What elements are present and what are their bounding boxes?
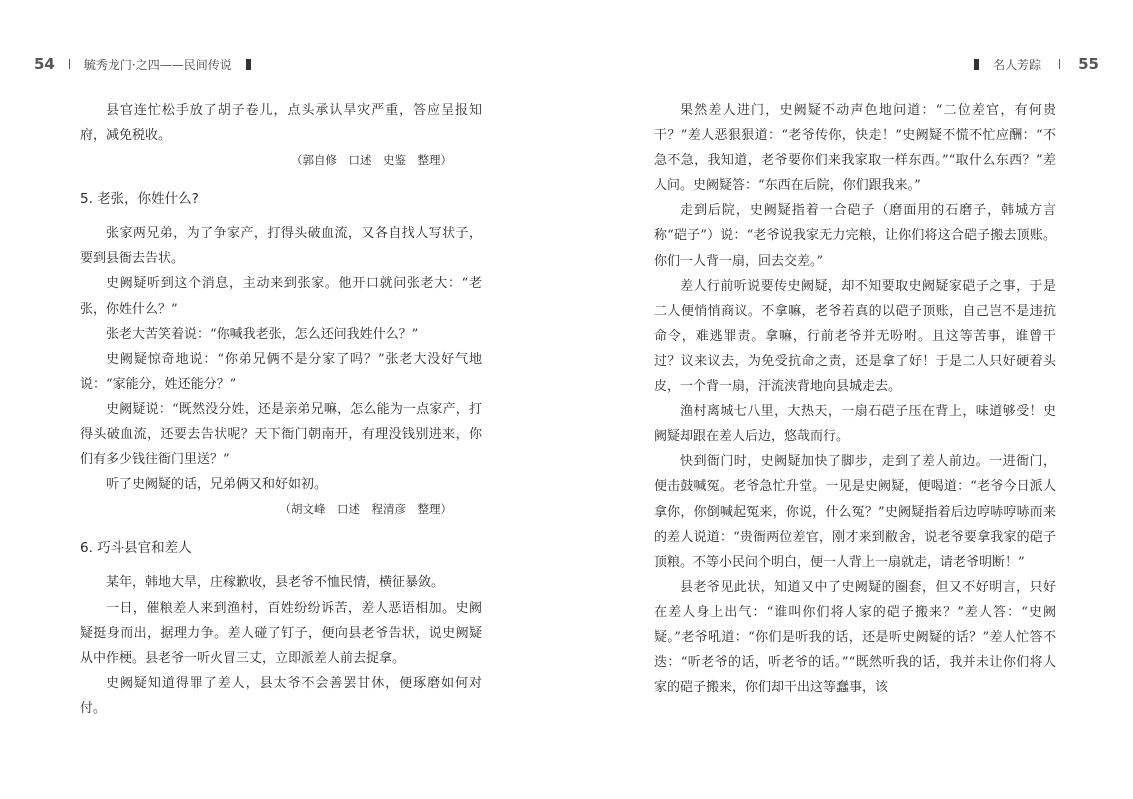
paragraph: 县官连忙松手放了胡子卷儿，点头承认旱灾严重，答应呈报知府，减免税收。: [80, 103, 482, 144]
paragraph: 史阙疑说：“既然没分姓，还是亲弟兄嘛，怎么能为一点家产，打得头破血流，还要去告状呢？天下衙门朝南开，有理没钱别进来，你们有多少钱往衙门里送？”: [80, 401, 482, 468]
left-running-head: 毓秀龙门·之四——民间传说: [83, 57, 232, 72]
right-page: [573, 0, 1133, 799]
right-body: [654, 98, 1056, 700]
paragraph: 某年，韩地大旱，庄稼歉收，县老爷不恤民情，横征暴敛。: [106, 575, 445, 591]
paragraph: 渔村离城七八里，大热天，一扇石硙子压在背上，味道够受！史阙疑却跟在差人后边，悠哉而行。: [654, 404, 1056, 445]
right-page-number: 55: [1078, 55, 1099, 73]
left-page: [0, 0, 560, 799]
left-body: [80, 98, 482, 721]
paragraph: 史阙疑知道得罪了差人，县太爷不会善罢甘休，便琢磨如何对付。: [80, 675, 482, 716]
paragraph: 差人行前听说要传史阙疑，却不知要取史阙疑家硙子之事，于是二人便悄悄商议。不拿嘛，老爷若真的以硙子顶账，自己岂不是违抗命令，难逃罪责。拿嘛，行前老爷并无吩咐。且这等苦事，谁曾干过？议来议去，为免受抗命之责，还是拿了好！于是二人只好硬着头皮，一个背一扇，汗流浃背地向县城走去。: [654, 278, 1056, 395]
header-block-mark: [974, 59, 979, 70]
paragraph: 听了史阙疑的话，兄弟俩又和好如初。: [106, 477, 328, 493]
credit-line: （胡文峰 口述 程清彦 整理）: [279, 502, 452, 517]
paragraph: 一日，催粮差人来到渔村，百姓纷纷诉苦，差人恶语相加。史阙疑挺身而出，据理力争。差人碰了钉子，便向县老爷告状，说史阙疑从中作梗。县老爷一听火冒三丈，立即派差人前去捉拿。: [80, 600, 482, 666]
paragraph: 县老爷见此状，知道又中了史阙疑的圈套，但又不好明言，只好在差人身上出气：“谁叫你们将人家的硙子搬来？”差人答：“史阙疑。”老爷吼道：“你们是听我的话，还是听史阙疑的话？”差人忙答不迭：“听老爷的话，听老爷的话。”“既然听我的话，我并未让你们将人家的硙子搬来，你们却干出这等蠢事，该: [654, 579, 1056, 696]
paragraph: 史阙疑听到这个消息，主动来到张家。他开口就问张老大：“老张，你姓什么？”: [80, 276, 482, 317]
left-header: [34, 52, 251, 76]
paragraph: 走到后院，史阙疑指着一合硙子（磨面用的石磨子，韩城方言称“硙子”）说：“老爷说我家无力完粮，让你们将这合硙子搬去顶账。你们一人背一扇，回去交差。”: [654, 203, 1056, 269]
paragraph: 史阙疑惊奇地说：“你弟兄俩不是分家了吗？”张老大没好气地说：“家能分，姓还能分？”: [80, 351, 482, 392]
left-page-number: 54: [34, 55, 55, 73]
section-title: 5. 老张，你姓什么?: [80, 191, 199, 208]
paragraph: 张老大苦笑着说：“你喊我老张，怎么还问我姓什么？”: [106, 326, 419, 342]
paragraph: 果然差人进门，史阙疑不动声色地问道：“二位差官，有何贵干？”差人恶狠狠道：“老爷传你，快走！”史阙疑不慌不忙应酬：“不急不急，我知道，老爷要你们来我家取一样东西。”“取什么东西？”差人问。史阙疑答：“东西在后院，你们跟我来。”: [654, 103, 1056, 194]
paragraph: 张家两兄弟，为了争家产，打得头破血流，又各自找人写状子，要到县衙去告状。: [80, 226, 482, 267]
header-divider: [1059, 59, 1060, 69]
header-block-mark: [246, 59, 251, 70]
header-divider: [69, 59, 70, 69]
right-running-head: 名人芳踪: [993, 57, 1042, 72]
credit-line: （郭自修 口述 史鉴 整理）: [291, 153, 452, 168]
section-title: 6. 巧斗县官和差人: [80, 540, 192, 557]
right-header: [974, 52, 1099, 76]
paragraph: 快到衙门时，史阙疑加快了脚步，走到了差人前边。一进衙门，便击鼓喊冤。老爷急忙升堂。一见是史阙疑，便喝道：“老爷今日派人拿你，你倒喊起冤来，你说，什么冤？”史阙疑指着后边哼哧哼哧而来的差人说道：“贵衙两位差官，刚才来到敝舍，说老爷要拿我家的硙子顶粮。不等小民问个明白，便一人背上一扇就走，请老爷明断！”: [654, 454, 1056, 570]
